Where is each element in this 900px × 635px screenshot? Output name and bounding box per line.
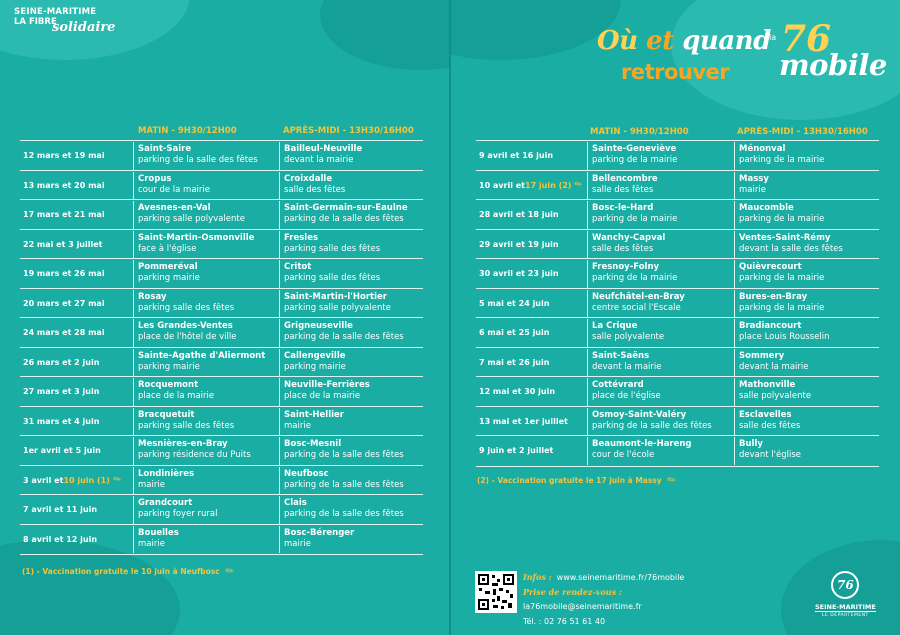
date-text: 30 avril et 23 juin [479,269,559,279]
afternoon-cell [734,231,884,259]
left-page [0,0,449,635]
place-location: parking mairie [138,361,200,372]
place-location: parking de la mairie [739,155,825,165]
morning-cell [587,172,737,200]
syringe-icon: ✎ [573,178,586,192]
page-title [597,26,771,56]
table-row [20,465,423,496]
morning-cell [133,467,282,495]
place-name: Beaumont-le-Hareng [592,439,692,449]
date-highlight: 10 juin (1) [63,475,110,485]
row-date [479,200,559,230]
date-text: 13 mars et 20 mai [23,180,105,190]
afternoon-cell [734,260,884,288]
table-row [476,288,879,319]
row-date [23,318,105,348]
afternoon-cell [279,231,428,259]
row-date [23,171,105,201]
date-text: 7 mai et 26 juin [479,357,550,367]
place-name: Mathonville [739,380,796,390]
place-name: Saint-Saëns [592,350,650,361]
morning-cell [133,290,282,318]
place-location: cour de l'école [592,450,655,460]
morning-cell [133,378,282,406]
row-date [479,230,559,260]
place-name: Fresles [284,232,319,243]
row-date [479,348,549,378]
title-la: la [769,33,777,42]
title-quand: quand [682,26,771,56]
date-text: 7 avril et 11 juin [23,505,98,515]
date-text: 27 mars et 3 juin [23,387,100,397]
place-name: Saint-Hellier [284,409,344,420]
header-afternoon: APRÈS-MIDI - 13H30/16H00 [283,126,414,136]
place-location: place de l'hôtel de ville [138,332,237,342]
morning-cell [587,349,737,377]
place-location: parking de la salle des fêtes [284,214,404,224]
row-date [23,348,99,378]
brand-logo [14,7,116,35]
date-text: 5 mai et 24 juin [479,298,550,308]
afternoon-cell [734,319,884,347]
place-name: Avesnes-en-Val [138,203,211,213]
afternoon-cell [734,201,884,229]
place-location: salle des fêtes [592,243,654,254]
afternoon-cell [279,467,428,495]
afternoon-cell [279,437,428,465]
footnote [22,564,237,579]
afternoon-cell [279,260,428,288]
date-text: 13 mai et 1er juillet [479,416,568,426]
place-name: Callengeville [284,350,346,361]
place-name: Bully [739,439,763,449]
table-row [476,406,879,437]
table-row [476,347,879,378]
email-link[interactable]: la76mobile@seinemaritime.fr [523,602,642,611]
schedule-table [476,140,879,465]
place-name: Clais [284,498,307,508]
afternoon-cell [279,142,428,170]
place-name: Maucomble [739,203,794,213]
place-name: Bellencombre [592,173,658,184]
table-row [476,376,879,407]
morning-cell [133,172,282,200]
row-date [23,259,105,289]
morning-cell [587,142,737,170]
morning-cell [587,319,737,347]
morning-cell [133,260,282,288]
title-76: 76 [781,18,832,60]
afternoon-cell [734,172,884,200]
row-date [479,289,549,319]
place-name: Bouelles [138,527,179,538]
date-text: 1er avril et 5 juin [23,446,101,456]
date-text: 17 mars et 21 mai [23,210,105,220]
place-location: parking de la mairie [739,302,825,313]
morning-cell [587,201,737,229]
place-name: Saint-Martin-l'Hortier [284,291,387,302]
morning-cell [133,142,282,170]
place-name: Esclavelles [739,409,792,420]
place-name: Bracquetuit [138,409,195,420]
afternoon-cell [734,437,884,465]
date-text: 9 juin et 2 juillet [479,446,554,456]
place-location: parking de la mairie [592,155,678,165]
place-location: parking salle polyvalente [138,214,245,224]
afternoon-cell [279,526,428,554]
place-name: Mesnières-en-Bray [138,439,228,449]
morning-cell [587,231,737,259]
row-date [23,466,124,496]
morning-cell [587,408,737,436]
row-date [479,171,586,201]
row-date [479,141,553,171]
title-et: et [646,26,674,56]
place-name: Bosc-le-Hard [592,203,654,213]
infos-link[interactable]: www.seinemaritime.fr/76mobile [556,573,685,582]
place-name: Saint-Martin-Osmonville [138,232,255,243]
place-location: devant la mairie [739,361,809,372]
place-location: centre social l'Escale [592,302,681,313]
date-text: 6 mai et 25 juin [479,328,550,338]
afternoon-cell [734,408,884,436]
infos-label: Infos : [523,572,552,582]
syringe-icon: ✎ [223,564,237,579]
place-location: parking salle polyvalente [284,302,391,313]
table-row [20,170,423,201]
place-name: Saint-Germain-sur-Eaulne [284,203,408,213]
date-text: 8 avril et 12 juin [23,534,98,544]
place-name: Les Grandes-Ventes [138,321,233,331]
row-date [23,525,97,555]
place-location: place Louis Rousselin [739,332,830,342]
place-location: devant la mairie [284,155,354,165]
table-row [20,317,423,348]
place-name: Sainte-Agathe d'Aliermont [138,350,266,361]
place-name: La Crique [592,321,638,331]
table-row [20,288,423,319]
brand-line1: SEINE-MARITIME [14,7,97,17]
table-row [476,229,879,260]
place-name: Wanchy-Capval [592,232,666,243]
date-text: 9 avril et 16 juin [479,151,554,161]
row-date [23,289,105,319]
place-name: Rosay [138,291,167,302]
place-name: Rocquemont [138,380,199,390]
place-location: parking de la salle des fêtes [592,420,712,431]
date-text: 26 mars et 2 juin [23,357,100,367]
place-name: Critot [284,262,312,272]
morning-cell [133,319,282,347]
table-row [20,258,423,289]
afternoon-cell [279,319,428,347]
afternoon-cell [734,378,884,406]
morning-cell [587,378,737,406]
row-date [23,200,105,230]
place-name: Massy [739,173,769,184]
morning-cell [587,290,737,318]
place-name: Neufbosc [284,468,329,479]
place-name: Cropus [138,173,172,184]
table-row [476,258,879,289]
table-row [476,170,879,201]
department-logo [815,571,876,618]
date-text: 10 avril et [479,180,525,190]
place-location: devant l'église [739,450,801,460]
place-location: cour de la mairie [138,184,210,195]
right-page [451,0,900,635]
place-name: Sommery [739,350,785,361]
place-location: parking de la salle des fêtes [284,479,404,490]
morning-cell [133,231,282,259]
morning-cell [133,437,282,465]
qr-code [475,571,517,613]
table-row [20,435,423,466]
place-name: Bailleul-Neuville [284,144,363,154]
place-name: Fresnoy-Folny [592,262,660,272]
table-row [20,199,423,230]
place-name: Neuville-Ferrières [284,380,370,390]
table-row [476,140,879,171]
row-date [479,318,549,348]
date-text: 12 mars et 19 mai [23,151,105,161]
phone-number: Tél. : 02 76 51 61 40 [523,616,606,626]
place-name: Grandcourt [138,498,193,508]
decorative-shape [320,0,449,70]
afternoon-cell [279,349,428,377]
table-row [476,435,879,467]
row-date [479,377,555,407]
place-location: place de la mairie [284,391,361,401]
row-date [23,141,105,171]
row-date [23,407,99,437]
afternoon-cell [279,201,428,229]
row-date [479,259,559,289]
date-text: 20 mars et 27 mai [23,298,105,308]
place-location: parking de la salle des fêtes [284,509,404,519]
table-row [20,347,423,378]
place-location: parking de la mairie [592,214,678,224]
date-text: 22 mai et 3 juillet [23,239,103,249]
place-location: mairie [739,184,766,195]
place-name: Sainte-Geneviève [592,144,677,154]
place-location: devant la mairie [592,361,662,372]
brand-line2: LA FIBRE [14,16,57,27]
place-location: place de l'église [592,391,661,401]
table-row [20,524,423,556]
place-location: parking de la salle des fêtes [138,155,258,165]
afternoon-cell [279,290,428,318]
table-row [20,229,423,260]
row-date [23,495,97,525]
rdv-label: Prise de rendez-vous : [523,586,622,597]
date-text: 24 mars et 28 mai [23,328,105,338]
footnote [477,473,679,488]
footnote-text: (1) - Vaccination gratuite le 10 juin à Neufbosc [22,567,220,576]
row-date [23,230,102,260]
morning-cell [133,408,282,436]
date-text: 28 avril et 18 juin [479,210,559,220]
title-mobile: mobile [779,48,887,82]
place-location: mairie [284,420,311,431]
afternoon-cell [279,172,428,200]
date-text: 3 avril et [23,475,64,485]
place-location: parking salle des fêtes [284,273,381,283]
place-location: parking salle des fêtes [138,420,235,431]
row-date [479,436,553,466]
morning-cell [587,437,737,465]
place-name: Neufchâtel-en-Bray [592,291,685,302]
place-name: Bosc-Bérenger [284,527,355,538]
table-row [20,140,423,171]
header-afternoon: APRÈS-MIDI - 13H30/16H00 [737,127,868,137]
place-name: Ménonval [739,144,786,154]
place-location: place de la mairie [138,391,215,401]
place-name: Bures-en-Bray [739,291,808,302]
place-location: salle polyvalente [739,391,812,401]
place-location: mairie [284,538,311,549]
brand-line3: solidaire [52,20,116,35]
table-row [476,199,879,230]
place-location: parking de la mairie [739,273,825,283]
place-location: parking mairie [138,273,200,283]
afternoon-cell [279,408,428,436]
row-date [23,377,99,407]
date-text: 19 mars et 26 mai [23,269,105,279]
row-date [23,436,101,466]
place-location: parking de la mairie [739,214,825,224]
place-location: salle des fêtes [592,184,654,195]
place-location: salle polyvalente [592,332,665,342]
morning-cell [133,496,282,524]
date-text: 29 avril et 19 juin [479,239,559,249]
place-location: parking mairie [284,361,346,372]
afternoon-cell [734,142,884,170]
footnote-text: (2) - Vaccination gratuite le 17 juin à Massy [477,476,662,485]
place-name: Bosc-Mesnil [284,439,342,449]
place-location: face à l'église [138,243,197,254]
place-location: devant la salle des fêtes [739,243,843,254]
morning-cell [133,349,282,377]
logo-subtitle: LE DÉPARTEMENT [815,611,876,618]
place-location: parking résidence du Puits [138,450,251,460]
place-name: Ventes-Saint-Rémy [739,232,831,243]
place-name: Croixdalle [284,173,333,184]
header-morning: MATIN - 9H30/12H00 [590,127,689,137]
place-name: Cottévrard [592,380,644,390]
afternoon-cell [279,496,428,524]
morning-cell [133,201,282,229]
syringe-icon: ✎ [111,473,124,487]
table-row [476,317,879,348]
table-row [20,406,423,437]
place-location: mairie [138,538,165,549]
table-row [20,494,423,525]
afternoon-cell [279,378,428,406]
row-date [479,407,568,437]
contact-info [523,569,684,627]
place-name: Grigneuseville [284,321,353,331]
logo-76: 76 [831,571,859,599]
syringe-icon: ✎ [665,473,679,488]
place-location: parking salle des fêtes [284,243,381,254]
place-location: parking de la mairie [592,273,678,283]
place-name: Londinières [138,468,195,479]
place-name: Bradiancourt [739,321,802,331]
place-location: parking salle des fêtes [138,302,235,313]
place-location: parking foyer rural [138,509,218,519]
morning-cell [587,260,737,288]
header-morning: MATIN - 9H30/12H00 [138,126,237,136]
place-location: mairie [138,479,165,490]
table-row [20,376,423,407]
schedule-table [20,140,423,553]
place-name: Quièvrecourt [739,262,802,272]
date-text: 12 mai et 30 juin [479,387,556,397]
title-retrouver: retrouver [621,60,730,84]
decorative-shape [451,0,621,60]
afternoon-cell [734,290,884,318]
place-location: parking de la salle des fêtes [284,450,404,460]
place-location: parking de la salle des fêtes [284,332,404,342]
date-text: 31 mars et 4 juin [23,416,100,426]
place-name: Saint-Saire [138,144,192,154]
place-location: salle des fêtes [739,420,801,431]
logo-name: SEINE-MARITIME [815,603,876,611]
place-location: salle des fêtes [284,184,346,195]
place-name: Osmoy-Saint-Valéry [592,409,687,420]
title-ou: Où [597,26,638,56]
place-name: Pommeréval [138,262,198,272]
morning-cell [133,526,282,554]
date-highlight: 17 juin (2) [525,180,572,190]
afternoon-cell [734,349,884,377]
